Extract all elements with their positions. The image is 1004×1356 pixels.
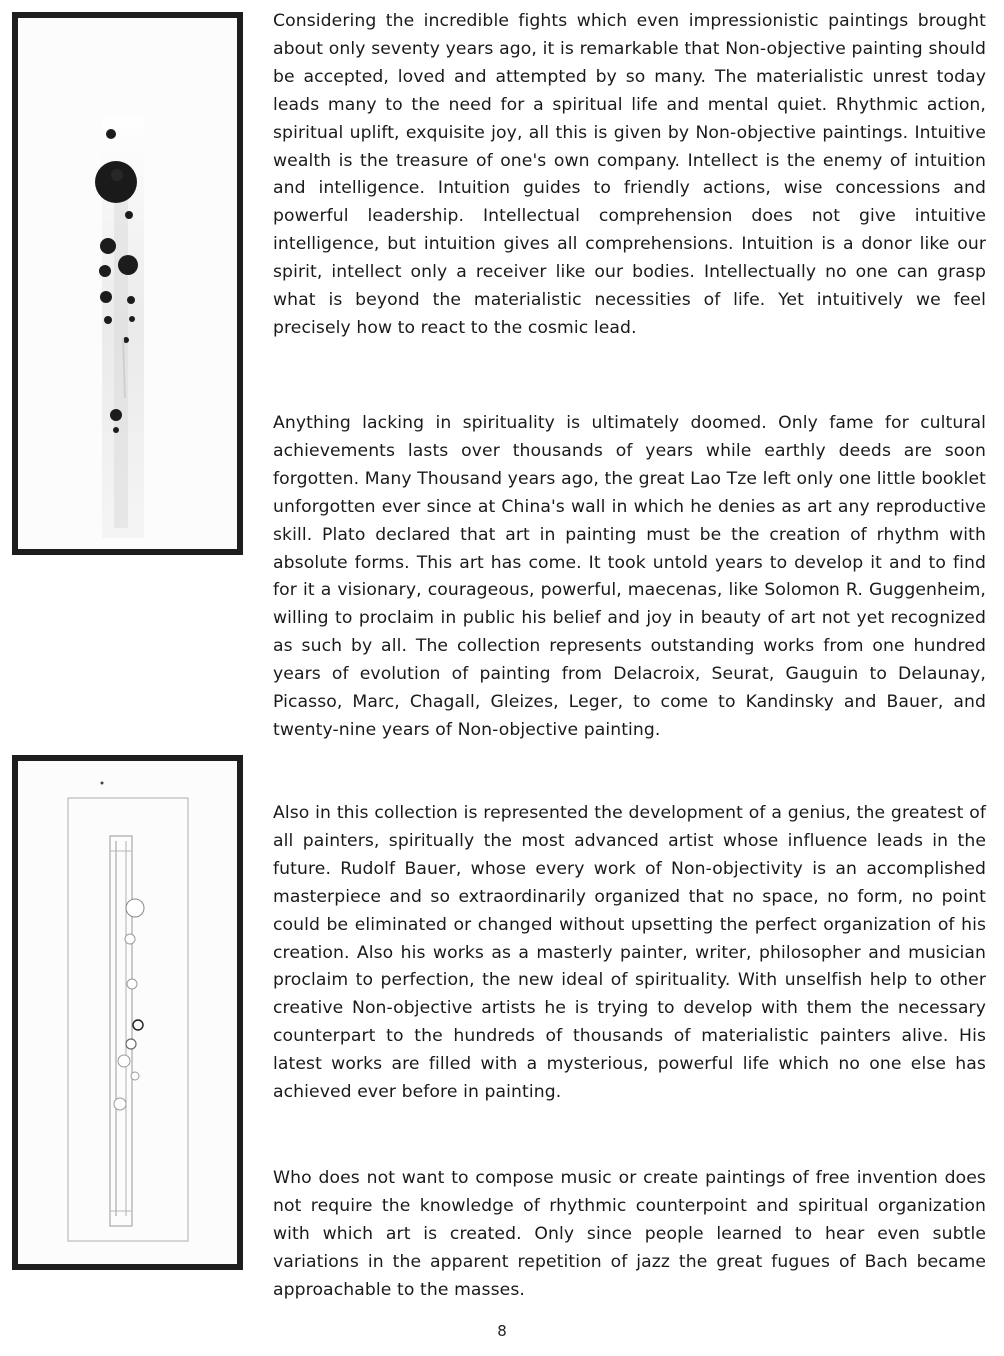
paragraph-2: Anything lacking in spirituality is ultimately doomed. Only fame for cultural achievements lasts over thousands of years while earthly deeds are soon forgotten. Many Thousand years ago, the great Lao Tze left only one little booklet unforgotten ever since at China's wall in which he denies as art any reproductive skill. Plato declared that art in painting must be the creation of rhythm with absolute forms. This art has come. It took untold years to develop it and to find for it a visionary, courageous, powerful, maecenas, like Solomon R. Guggenheim, willing to proclaim in public his belief and joy in beauty of art not yet recognized as such by all. The collection represents outstanding works from one hundred years of evolution of painting from Delacroix, Seurat, Gauguin to Delaunay, Picasso, Marc, Chagall, Gleizes, Leger, to come to Kandinsky and Bauer, and twenty-nine years of Non-objective painting. <box>273 413 986 740</box>
painting-top-left <box>12 12 243 555</box>
painting-2-ring-large <box>126 899 144 917</box>
paragraph-3: Also in this collection is represented the development of a genius, the greatest of all painters, spiritually the most advanced artist whose influence leads in the future. Rudolf Bauer, whose every work of Non-objectivity is an accomplished masterpiece and so extraordinarily organized that no space, no form, no point could be eliminated or changed without upsetting the perfect organization of his creation. Also his works as a masterly painter, writer, philosopher and musician proclaim to perfection, the new ideal of spirituality. With unselfish help to other creative Non-objective artists he is trying to develop with them the necessary counterpart to the hundreds of thousands of materialistic painters alive. His latest works are filled with a mysterious, powerful life which no one else has achieved ever before in painting. <box>273 803 986 1103</box>
painting-1-dot-top <box>106 129 116 139</box>
page-number: 8 <box>497 1322 507 1340</box>
painting-bottom-left-artwork <box>18 761 237 1264</box>
painting-top-left-artwork <box>18 18 237 549</box>
painting-bottom-left <box>12 755 243 1270</box>
paragraph-1: Considering the incredible fights which even impressionistic paintings brought about only seventy years ago, it is remarkable that Non-objective painting should be accepted, loved and attempted by so many. The materialistic unrest today leads many to the need for a spiritual life and mental quiet. Rhythmic action, spiritual uplift, exquisite joy, all this is given by Non-objective paintings. Intuitive wealth is the treasure of one's own company. Intellect is the enemy of intuition and intelligence. Intuition guides to friendly actions, wise concessions and powerful leadership. Intellectual comprehension does not give intuitive intelligence, but intuition gives all comprehensions. Intuition is a donor like our spirit, intellect only a receiver like our bodies. Intellectually no one can grasp what is beyond the materialistic necessities of life. Yet intuitively we feel precisely how to react to the cosmic lead. <box>273 11 986 338</box>
paragraph-4: Who does not want to compose music or create paintings of free invention does not require the knowledge of rhythmic counterpoint and spiritual organization with which art is created. Only since people learned to hear even subtle variations in the apparent repetition of jazz the great fugues of Bach became approachable to the masses. <box>273 1168 986 1300</box>
painting-1-large-circle <box>95 161 137 203</box>
